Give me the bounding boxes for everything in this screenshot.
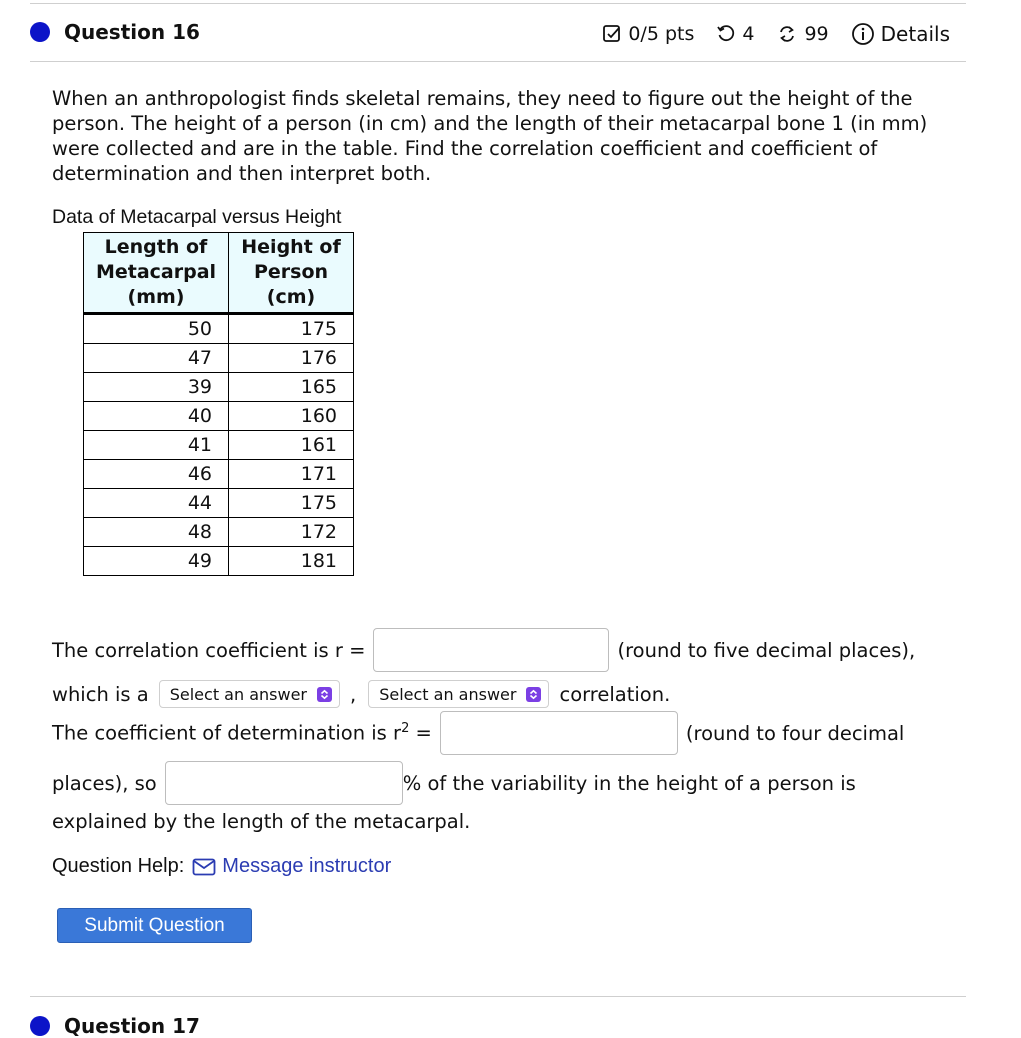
r2-prefix-text: The coefficient of determination is $r^2$ =	[52, 721, 432, 745]
height-cell: 175	[229, 489, 354, 518]
metacarpal-cell: 44	[84, 489, 229, 518]
metacarpal-cell: 40	[84, 402, 229, 431]
r-prefix-text: The correlation coefficient is r =	[52, 638, 366, 662]
question-meta	[602, 22, 950, 46]
question-title: Question 16	[64, 20, 200, 44]
correlation-type-line	[52, 680, 670, 708]
explained-text: explained by the length of the metacarpal.	[52, 810, 471, 833]
height-cell: 165	[229, 373, 354, 402]
details-link[interactable]: Details	[880, 22, 950, 46]
metacarpal-cell: 47	[84, 344, 229, 373]
question-prompt: When an anthropologist finds skeletal remains, they need to figure out the height of the person. The height of a person (in cm) and the length of their metacarpal bone 1 (in mm) were collected and are in the table. Find the correlation coefficient and coefficient of determination and then interpret both.	[52, 87, 928, 185]
height-cell: 160	[229, 402, 354, 431]
question-help-label: Question Help:	[52, 855, 185, 877]
places-so-text: places), so	[52, 771, 157, 795]
table-row	[84, 402, 354, 431]
percent-input[interactable]	[165, 761, 403, 805]
height-cell: 161	[229, 431, 354, 460]
height-cell: 181	[229, 547, 354, 576]
height-cell: 171	[229, 460, 354, 489]
next-question-header	[30, 1010, 966, 1038]
info-icon[interactable]	[851, 22, 875, 46]
resubmit-icon	[776, 24, 798, 44]
table-row	[84, 489, 354, 518]
direction-select-value: Select an answer	[379, 684, 517, 704]
table-row	[84, 314, 354, 344]
strength-select[interactable]	[159, 680, 340, 708]
table-caption: Data of Metacarpal versus Height	[52, 206, 342, 228]
table-row	[84, 344, 354, 373]
table-row	[84, 460, 354, 489]
metacarpal-cell: 48	[84, 518, 229, 547]
question-status-dot	[30, 22, 50, 42]
strength-select-value: Select an answer	[169, 684, 307, 704]
table-row	[84, 547, 354, 576]
column-header-metacarpal: Length of Metacarpal (mm)	[84, 233, 229, 314]
attempts-text: 4	[742, 23, 755, 45]
question-header	[30, 14, 966, 54]
next-question-title: Question 17	[64, 1014, 200, 1038]
header-divider	[30, 61, 966, 62]
table-row	[84, 431, 354, 460]
column-header-height: Height of Person (cm)	[229, 233, 354, 314]
message-instructor-text: Message instructor	[222, 855, 392, 877]
table-row	[84, 518, 354, 547]
percent-suffix-text: % of the variability in the height of a person is	[402, 771, 856, 795]
question-help	[52, 855, 391, 878]
r-answer-line	[52, 628, 915, 672]
next-question-status-dot	[30, 1016, 50, 1036]
height-cell: 172	[229, 518, 354, 547]
checkbox-icon	[602, 24, 622, 44]
metacarpal-cell: 39	[84, 373, 229, 402]
points-text: 0/5 pts	[628, 23, 695, 45]
top-divider	[30, 3, 966, 4]
retry-icon	[716, 24, 736, 44]
r2-input[interactable]	[440, 711, 678, 755]
r2-answer-line	[52, 711, 904, 755]
r2-suffix-text: (round to four decimal	[685, 721, 905, 745]
data-table	[83, 232, 354, 576]
envelope-icon	[192, 858, 216, 876]
metacarpal-cell: 49	[84, 547, 229, 576]
message-instructor-link[interactable]	[192, 855, 391, 878]
explained-line	[52, 810, 470, 833]
select-chevron-icon	[317, 687, 332, 702]
height-cell: 175	[229, 314, 354, 344]
which-is-a-text: which is a	[52, 682, 149, 706]
direction-select[interactable]	[368, 680, 549, 708]
metacarpal-cell: 46	[84, 460, 229, 489]
percent-answer-line	[52, 761, 856, 805]
correlation-text: correlation.	[559, 682, 671, 706]
table-row	[84, 373, 354, 402]
resubmits-text: 99	[804, 23, 829, 45]
height-cell: 176	[229, 344, 354, 373]
r-suffix-text: (round to five decimal places),	[617, 638, 916, 662]
metacarpal-cell: 41	[84, 431, 229, 460]
bottom-divider	[30, 996, 966, 997]
comma-text: ,	[350, 682, 357, 706]
submit-question-button[interactable]: Submit Question	[57, 908, 252, 943]
select-chevron-icon	[526, 687, 541, 702]
r-input[interactable]	[373, 628, 609, 672]
metacarpal-cell: 50	[84, 314, 229, 344]
